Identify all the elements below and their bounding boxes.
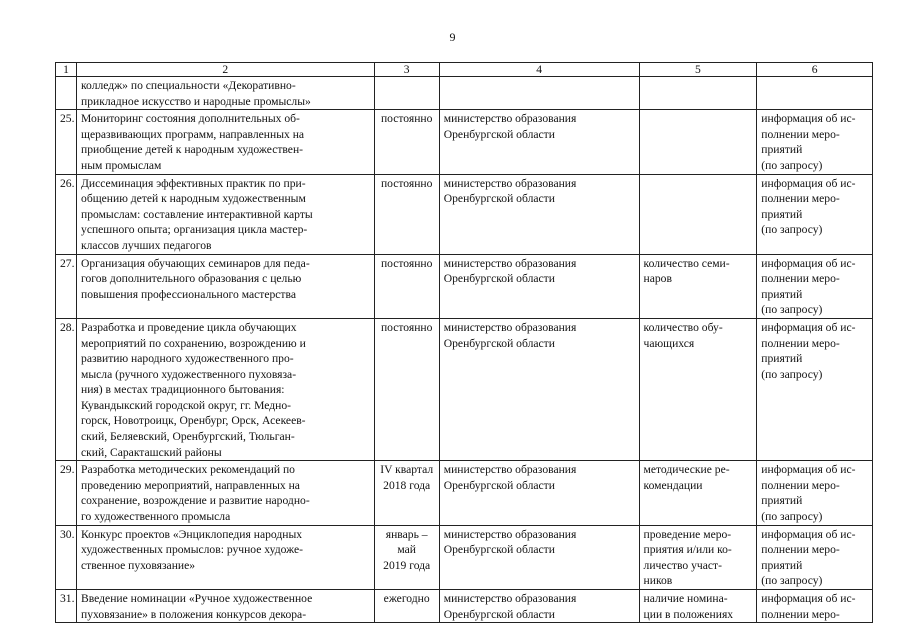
indicator-cell: количество семи- наров: [639, 254, 757, 318]
executor-cell: министерство образования Оренбургской области: [439, 461, 639, 525]
indicator-cell: наличие номина- ции в положениях: [639, 590, 757, 623]
page-number: 9: [449, 30, 456, 44]
report-form-cell: информация об ис- полнении меро- приятий (по запросу): [757, 318, 873, 460]
action-cell: колледж» по специальности «Декоративно- прикладное искусство и народные промыслы»: [77, 77, 375, 110]
executor-cell: министерство образования Оренбургской области: [439, 318, 639, 460]
row-number-cell: 27.: [56, 254, 77, 318]
term-cell: постоянно: [374, 318, 439, 460]
row-number-cell: 28.: [56, 318, 77, 460]
action-cell: Конкурс проектов «Энциклопедия народных художественных промыслов: ручное художе- ственное пуховязание»: [77, 525, 375, 589]
column-header: 2: [77, 63, 375, 77]
indicator-cell: методические ре- комендации: [639, 461, 757, 525]
report-form-cell: информация об ис- полнении меро-: [757, 590, 873, 623]
row-number-cell: 29.: [56, 461, 77, 525]
table-row: [56, 110, 873, 174]
table-row: [56, 318, 873, 460]
executor-cell: министерство образования Оренбургской области: [439, 110, 639, 174]
term-cell: январь – май 2019 года: [374, 525, 439, 589]
report-form-cell: информация об ис- полнении меро- приятий (по запросу): [757, 174, 873, 254]
executor-cell: [439, 77, 639, 110]
row-number-cell: 26.: [56, 174, 77, 254]
column-header: 3: [374, 63, 439, 77]
column-header: 1: [56, 63, 77, 77]
report-form-cell: информация об ис- полнении меро- приятий (по запросу): [757, 461, 873, 525]
action-cell: Разработка методических рекомендаций по проведению мероприятий, направленных на сохранение, возрождение и развитие народно- го художественного промысла: [77, 461, 375, 525]
column-number-row: [56, 63, 873, 77]
measures-table: [55, 62, 873, 623]
table-row: [56, 77, 873, 110]
term-cell: IV квартал 2018 года: [374, 461, 439, 525]
executor-cell: министерство образования Оренбургской области: [439, 590, 639, 623]
action-cell: Организация обучающих семинаров для педа- гогов дополнительного образования с целью повышения профессионального мастерства: [77, 254, 375, 318]
action-cell: Введение номинации «Ручное художественное пуховязание» в положения конкурсов декора-: [77, 590, 375, 623]
term-cell: [374, 77, 439, 110]
indicator-cell: [639, 110, 757, 174]
row-number-cell: 31.: [56, 590, 77, 623]
table-row: [56, 590, 873, 623]
indicator-cell: [639, 174, 757, 254]
executor-cell: министерство образования Оренбургской области: [439, 174, 639, 254]
action-cell: Разработка и проведение цикла обучающих мероприятий по сохранению, возрождению и развитию народного художественного про- мысла (ручного художественного пуховяза- ния) в местах традиционного бытования: Кувандыкский городской округ, гг. Медно- горск, Новотроицк, Оренбург, Орск, Асекеев- ский, Беляевский, Оренбургский, Тюльган- ский, Саракташский районы: [77, 318, 375, 460]
executor-cell: министерство образования Оренбургской области: [439, 525, 639, 589]
indicator-cell: проведение меро- приятия и/или ко- личество участ- ников: [639, 525, 757, 589]
action-cell: Мониторинг состояния дополнительных об- щеразвивающих программ, направленных на приобщение детей к народным художествен- ным промыслам: [77, 110, 375, 174]
row-number-cell: [56, 77, 77, 110]
table-row: [56, 174, 873, 254]
term-cell: постоянно: [374, 110, 439, 174]
term-cell: постоянно: [374, 254, 439, 318]
action-cell: Диссеминация эффективных практик по при- общению детей к народным художественным промыслам: составление интерактивной карты успешного опыта; организация цикла мастер- классов лучших педагогов: [77, 174, 375, 254]
report-form-cell: информация об ис- полнении меро- приятий (по запросу): [757, 110, 873, 174]
row-number-cell: 25.: [56, 110, 77, 174]
executor-cell: министерство образования Оренбургской области: [439, 254, 639, 318]
table-row: [56, 461, 873, 525]
term-cell: постоянно: [374, 174, 439, 254]
row-number-cell: 30.: [56, 525, 77, 589]
column-header: 5: [639, 63, 757, 77]
indicator-cell: количество обу- чающихся: [639, 318, 757, 460]
table-row: [56, 525, 873, 589]
column-header: 6: [757, 63, 873, 77]
report-form-cell: информация об ис- полнении меро- приятий (по запросу): [757, 254, 873, 318]
report-form-cell: [757, 77, 873, 110]
table-row: [56, 254, 873, 318]
term-cell: ежегодно: [374, 590, 439, 623]
indicator-cell: [639, 77, 757, 110]
column-header: 4: [439, 63, 639, 77]
report-form-cell: информация об ис- полнении меро- приятий (по запросу): [757, 525, 873, 589]
